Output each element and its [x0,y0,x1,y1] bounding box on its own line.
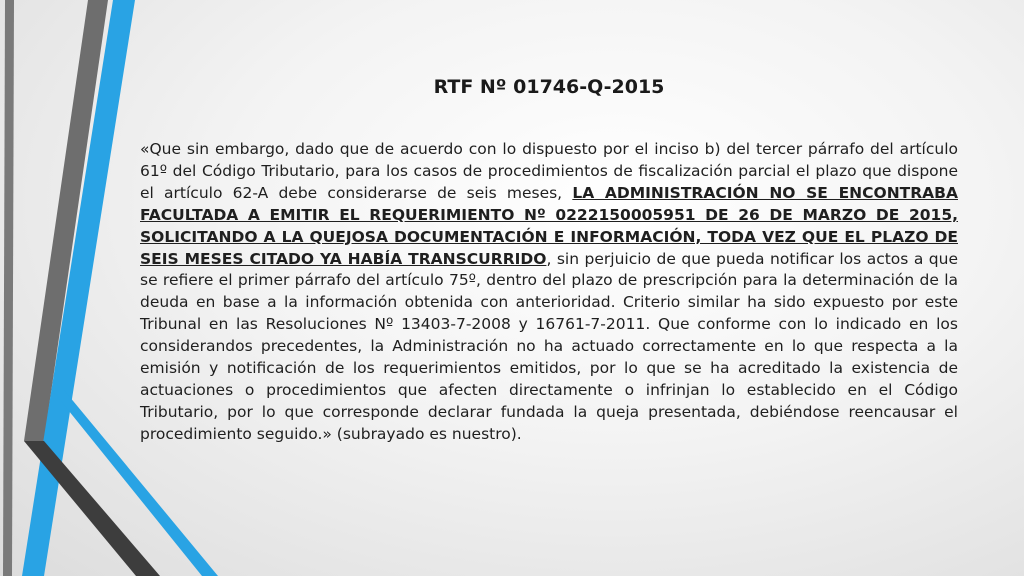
quote-emphasis: LA ADMINISTRACIÓN NO SE ENCONTRABA FACULTADA A EMITIR EL REQUERIMIENTO Nº 0222150005951 DE 26 DE MARZO DE 2015, SOLICITANDO A LA QUEJOSA DOCUMENTACIÓN E INFORMACIÓN, TODA VEZ QUE EL PLAZO DE SEIS MESES CITADO YA HABÍA TRANSCURRIDO [140,183,958,268]
quote-text-end: , sin perjuicio de que pueda notificar los actos a que se refiere el primer párrafo del artículo 75º, dentro del plazo de prescripción para la determinación de la deuda en base a la información obtenida con anterioridad. Criterio similar ha sido expuesto por este Tribunal en las Resoluciones Nº 13403-7-2008 y 16761-7-2011. Que conforme con lo indicado en los considerandos precedentes, la Administración no ha actuado correctamente en lo que respecta a la emisión y notificación de los requerimientos emitidos, por lo que se ha acreditado la existencia de actuaciones o procedimientos que afecten directamente o infrinjan lo establecido en el Código Tributario, por lo que corresponde declarar fundada la queja presentada, debiéndose reencausar el procedimiento seguido.» (subrayado es nuestro). [140,249,958,443]
stripe-gray-thin [3,0,14,576]
slide-title: RTF Nº 01746-Q-2015 [433,76,665,98]
quote-paragraph [140,139,958,446]
quote-text-start: «Que sin embargo, dado que de acuerdo con lo dispuesto por el inciso b) del tercer párrafo del artículo 61º del Código Tributario, para los casos de procedimientos de fiscalización parcial el plazo que dispone el artículo 62-A debe considerarse de seis meses, [140,140,958,202]
